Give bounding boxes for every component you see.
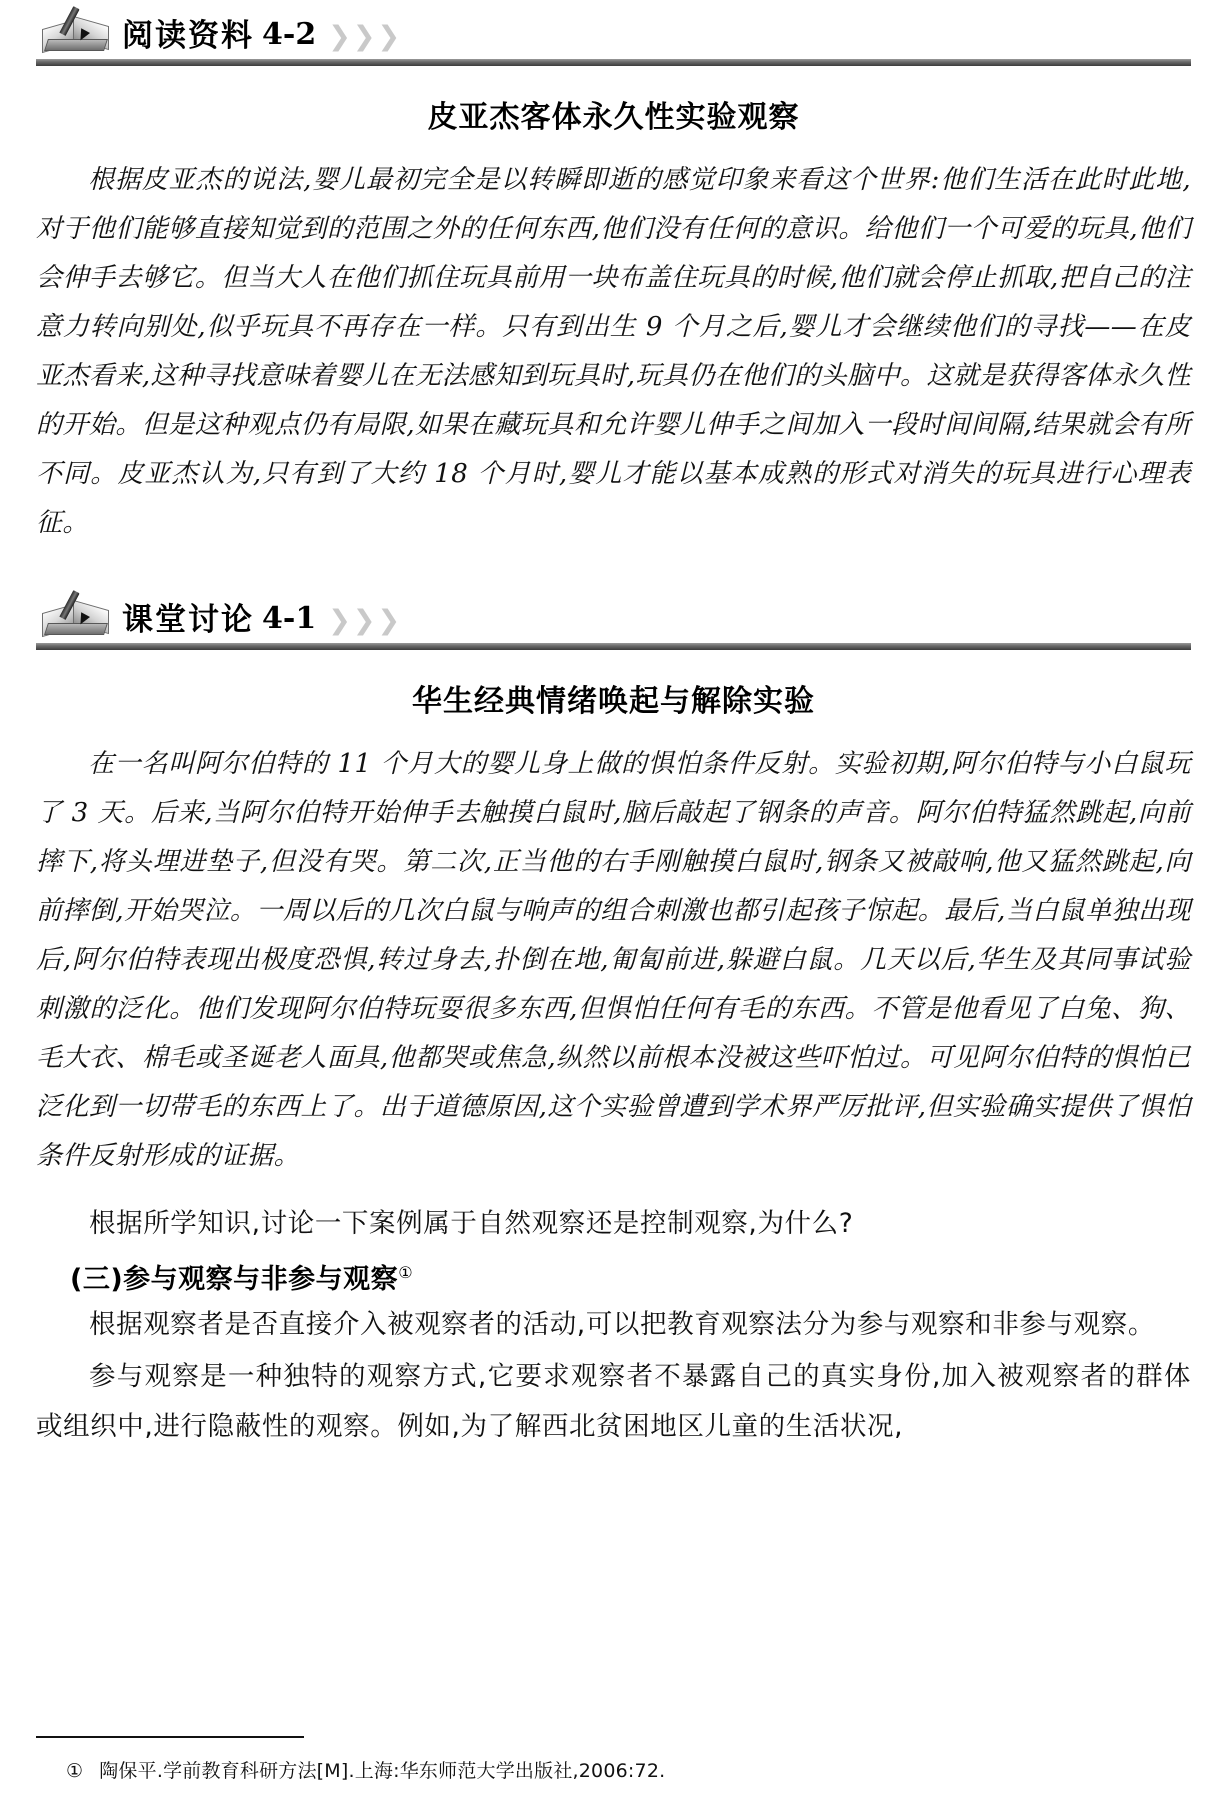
section-banner-reading-material bbox=[36, 0, 1191, 62]
chevron-right-icon: ❯ ❯ ❯ bbox=[328, 21, 401, 52]
footnote-marker: ① bbox=[66, 1760, 84, 1782]
footnote-reference: ① bbox=[398, 1263, 414, 1282]
banner-divider bbox=[36, 643, 1191, 650]
footnote-divider bbox=[36, 1736, 304, 1738]
chevron-right-icon: ❯ ❯ ❯ bbox=[328, 605, 401, 636]
footnote-area bbox=[36, 1736, 1191, 1784]
footnote-text: 陶保平.学前教育科研方法[M].上海:华东师范大学出版社,2006:72. bbox=[99, 1760, 666, 1782]
banner-label: 阅读资料 bbox=[122, 18, 254, 54]
paragraph-participant-observation: 参与观察是一种独特的观察方式,它要求观察者不暴露自己的真实身份,加入被观察者的群体或组织中,进行隐蔽性的观察。例如,为了解西北贫困地区儿童的生活状况, bbox=[36, 1361, 1191, 1442]
section-title-piaget: 皮亚杰客体永久性实验观察 bbox=[427, 100, 800, 135]
subsection-heading-participant-observation bbox=[36, 1257, 1191, 1296]
paragraph-piaget-experiment: 根据皮亚杰的说法,婴儿最初完全是以转瞬即逝的感觉印象来看这个世界:他们生活在此时此地,对于他们能够直接知觉到的范围之外的任何东西,他们没有任何的意识。给他们一个可爱的玩具,他们会伸手去够它。但当大人在他们抓住玩具前用一块布盖住玩具的时候,他们就会停止抓取,把自己的注意力转向别处,似乎玩具不再存在一样。只有到出生 9 个月之后,婴儿才会继续他们的寻找——在皮亚杰看来,这种寻找意味着婴儿在无法感知到玩具时,玩具仍在他们的头脑中。这就是获得客体永久性的开始。但是这种观点仍有局限,如果在藏玩具和允许婴儿伸手之间加入一段时间间隔,结果就会有所不同。皮亚杰认为,只有到了大约 18 个月时,婴儿才能以基本成熟的形式对消失的玩具进行心理表征。 bbox=[36, 165, 1191, 538]
paragraph-observation-definition: 根据观察者是否直接介入被观察者的活动,可以把教育观察法分为参与观察和非参与观察。 bbox=[89, 1309, 1155, 1340]
banner-number: 4-1 bbox=[262, 601, 317, 636]
footnote-entry bbox=[36, 1758, 1191, 1784]
book-and-pen-icon bbox=[40, 6, 112, 56]
section-banner-class-discussion bbox=[36, 584, 1191, 646]
banner-row bbox=[36, 584, 1191, 640]
banner-label: 课堂讨论 bbox=[122, 602, 254, 638]
banner-number: 4-2 bbox=[262, 17, 317, 52]
banner-divider bbox=[36, 59, 1191, 66]
discussion-prompt: 根据所学知识,讨论一下案例属于自然观察还是控制观察,为什么? bbox=[89, 1208, 854, 1239]
paragraph-little-albert: 在一名叫阿尔伯特的 11 个月大的婴儿身上做的惧怕条件反射。实验初期,阿尔伯特与小白鼠玩了 3 天。后来,当阿尔伯特开始伸手去触摸白鼠时,脑后敲起了钢条的声音。阿尔伯特猛然跳起,向前摔下,将头埋进垫子,但没有哭。第二次,正当他的右手刚触摸白鼠时,钢条又被敲响,他又猛然跳起,向前摔倒,开始哭泣。一周以后的几次白鼠与响声的组合刺激也都引起孩子惊起。最后,当白鼠单独出现后,阿尔伯特表现出极度恐惧,转过身去,扑倒在地,匍匐前进,躲避白鼠。几天以后,华生及其同事试验刺激的泛化。他们发现阿尔伯特玩耍很多东西,但惧怕任何有毛的东西。不管是他看见了白兔、狗、毛大衣、棉毛或圣诞老人面具,他都哭或焦急,纵然以前根本没被这些吓怕过。可见阿尔伯特的惧怕已泛化到一切带毛的东西上了。出于道德原因,这个实验曾遭到学术界严厉批评,但实验确实提供了惧怕条件反射形成的证据。 bbox=[36, 749, 1191, 1171]
book-and-pen-icon bbox=[40, 590, 112, 640]
subsection-heading-text: (三)参与观察与非参与观察 bbox=[70, 1264, 399, 1295]
section-title-watson: 华生经典情绪唤起与解除实验 bbox=[412, 684, 815, 719]
banner-row bbox=[36, 0, 1191, 56]
